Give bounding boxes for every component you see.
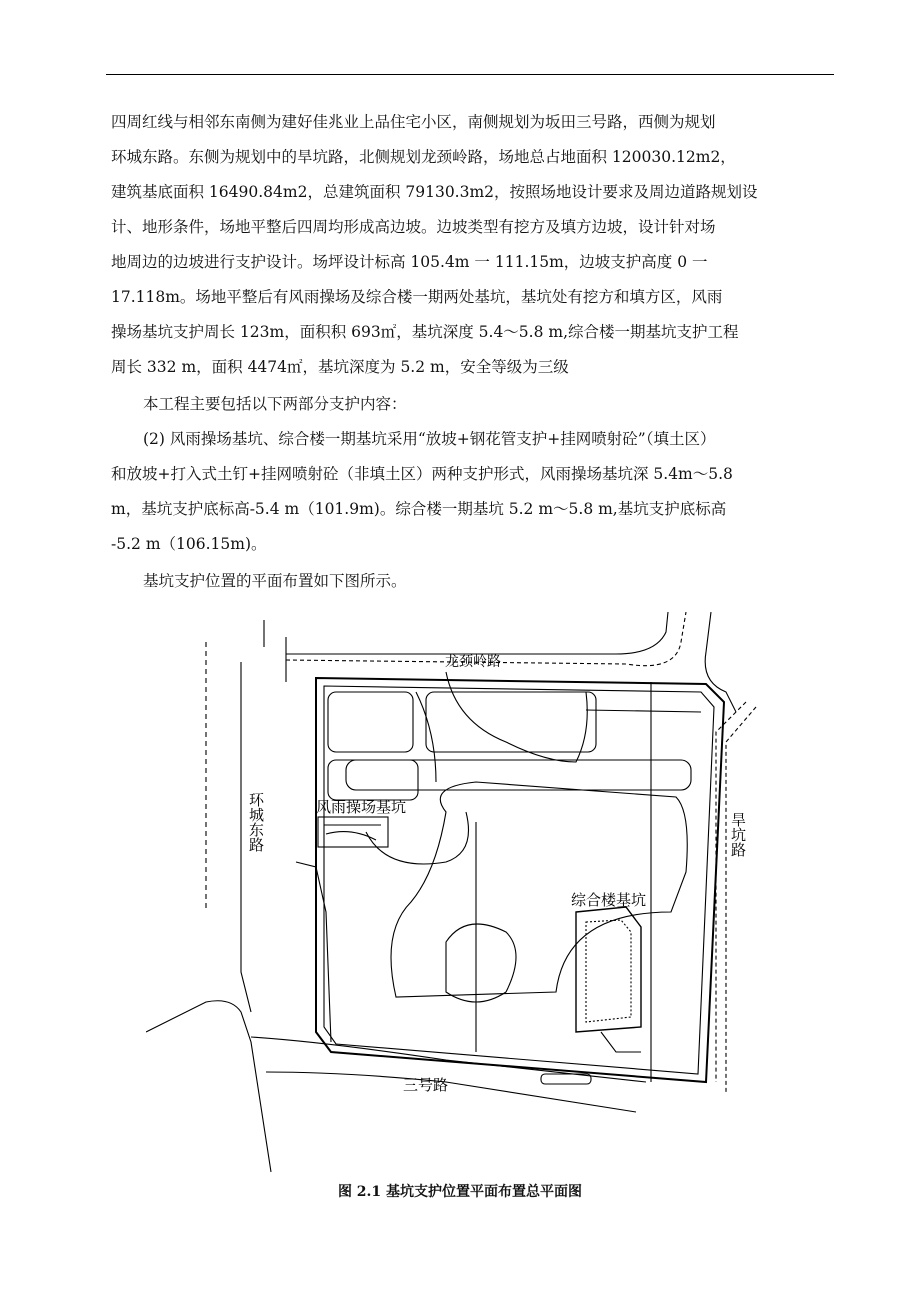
north-west-road-stubs	[264, 620, 286, 682]
paragraph-line: 17.118m。场地平整后有风雨操场及综合楼一期两处基坑，基坑处有挖方和填方区，风雨	[111, 288, 723, 306]
west-slope-line	[296, 862, 331, 1042]
north-east-line	[586, 710, 701, 712]
east-road-dashed-2	[726, 707, 756, 1092]
label-south-road: 三号路	[403, 1076, 449, 1094]
label-east-road: 旱坑路	[729, 812, 747, 857]
paragraph-line: 周长 332 m，面积 4474㎡，基坑深度为 5.2 m，安全等级为三级	[111, 358, 569, 376]
paragraph-line: 操场基坑支护周长 123m，面积积 693㎡，基坑深度 5.4～5.8 m,综合楼一期基坑支护工程	[111, 323, 739, 341]
paragraph-line: m，基坑支护底标高-5.4 m（101.9m)。综合楼一期基坑 5.2 m～5.8 m,基坑支护底标高	[111, 500, 727, 518]
block-north	[426, 692, 596, 752]
paragraph-line: -5.2 m（106.15m)。	[111, 535, 267, 553]
paragraph-line: 四周红线与相邻东南侧为建好佳兆业上品住宅小区，南侧规划为坂田三号路，西侧为规划	[111, 113, 716, 131]
block-northwest	[328, 692, 413, 752]
paragraph-line: 计、地形条件，场地平整后四周均形成高边坡。边坡类型有挖方及填方边坡，设计针对场	[111, 218, 716, 236]
terrain-curve-1	[446, 672, 587, 762]
paragraph-line: 环城东路。东侧为规划中的旱坑路，北侧规划龙颈岭路，场地总占地面积 120030.12m2，	[111, 148, 736, 166]
pit-wind-rain-detail	[324, 825, 381, 840]
pit-complex-inner	[586, 920, 631, 1022]
paragraph-line: (2) 风雨操场基坑、综合楼一期基坑采用“放坡+钢花管支护+挂网喷射砼”（填土区）	[143, 430, 716, 448]
south-road-edge-2	[266, 1072, 636, 1112]
north-road-edge	[286, 612, 668, 654]
site-boundary	[316, 678, 724, 1082]
pit-complex-ramp	[601, 1032, 641, 1052]
label-pit-complex: 综合楼基坑	[571, 891, 647, 909]
paragraph-line: 基坑支护位置的平面布置如下图所示。	[143, 572, 407, 590]
label-west-road: 环城东路	[247, 792, 265, 852]
paragraph-line: 建筑基底面积 16490.84m2，总建筑面积 79130.3m2，按照场地设计要求及周边道路规划设	[111, 183, 758, 201]
block-west	[328, 760, 418, 800]
terrain-curve-4	[446, 924, 516, 1002]
paragraph-line: 本工程主要包括以下两部分支护内容：	[143, 395, 407, 413]
paragraph-line: 地周边的边坡进行支护设计。场坪设计标高 105.4m 一 111.15m，边坡支护高度 0 一	[111, 253, 708, 271]
northeast-road	[705, 612, 736, 712]
site-plan-figure	[146, 612, 786, 1172]
label-north-road: 龙颈岭路	[445, 654, 501, 670]
paragraph-line: 和放坡+打入式土钉+挂网喷射砼（非填土区）两种支护形式，风雨操场基坑深 5.4m～5.8	[111, 465, 733, 483]
site-inner-boundary	[324, 686, 714, 1074]
southwest-road	[146, 1001, 271, 1172]
label-pit-wind-rain: 风雨操场基坑	[316, 798, 407, 816]
header-rule	[106, 74, 834, 75]
terrain-curve-3	[366, 812, 469, 864]
central-loop	[391, 782, 687, 997]
south-road-edge-1	[251, 1037, 646, 1082]
figure-caption: 图 2.1 基坑支护位置平面布置总平面图	[337, 1184, 583, 1200]
